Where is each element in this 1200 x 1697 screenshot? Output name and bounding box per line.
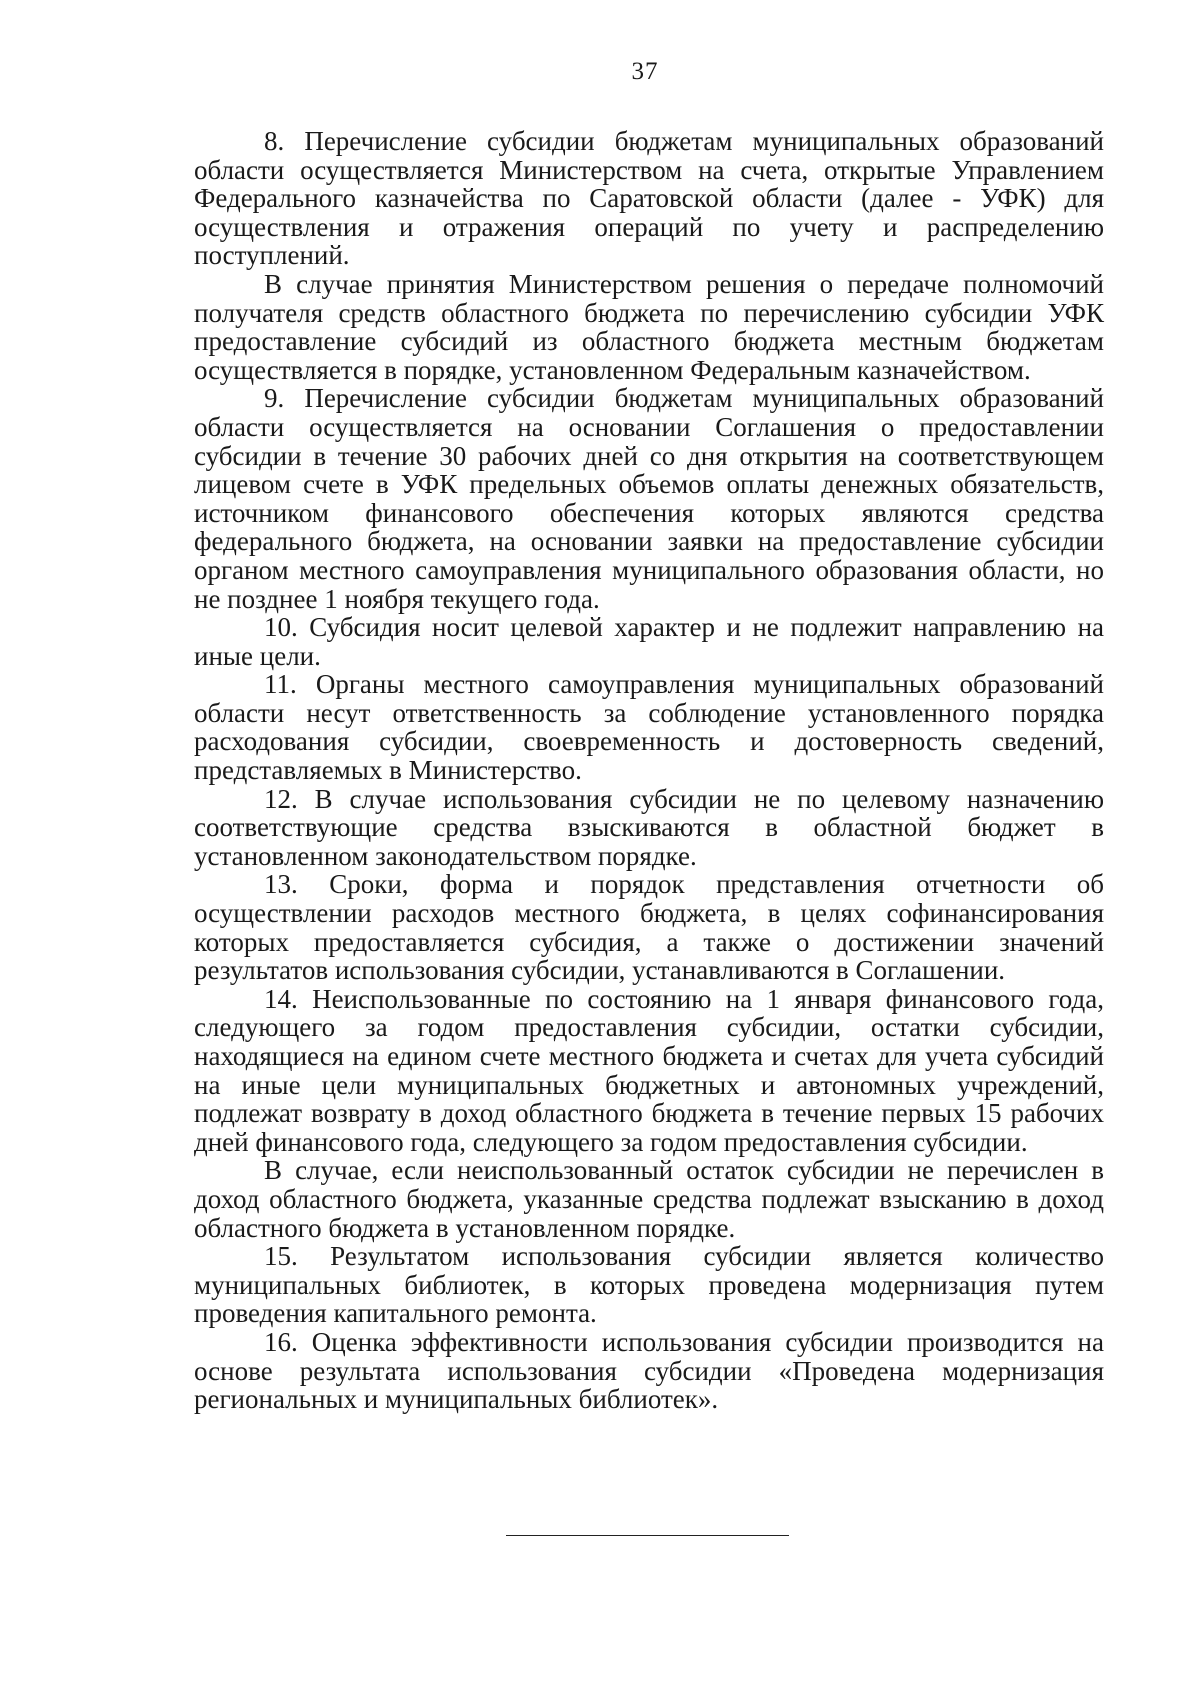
paragraph-12: 12. В случае использования субсидии не по целевому назначению соответствующие средства взыскиваются в областной бюджет в установленном законодательством порядке. — [194, 783, 1104, 871]
paragraph-13: 13. Сроки, форма и порядок представления отчетности об осуществлении расходов местного бюджета, в целях софинансирования которых предоставляется субсидия, а также о достижении значений результатов использования субсидии, устанавливаются в Соглашении. — [194, 869, 1104, 986]
end-of-document-rule — [506, 1535, 789, 1536]
paragraph-14-continued: В случае, если неиспользованный остаток субсидии не перечислен в доход областного бюджета, указанные средства подлежат взысканию в доход областного бюджета в установленном порядке. — [194, 1155, 1104, 1243]
paragraph-8: 8. Перечисление субсидии бюджетам муниципальных образований области осуществляется Министерством на счета, открытые Управлением Федерального казначейства по Саратовской области (далее - УФК) для осуществления и отражения операций по учету и распределению поступлений. — [194, 126, 1104, 271]
paragraph-16: 16. Оценка эффективности использования субсидии производится на основе результата использования субсидии «Проведена модернизация региональных и муниципальных библиотек». — [194, 1326, 1104, 1415]
page-number: 37 — [631, 58, 659, 85]
paragraph-9: 9. Перечисление субсидии бюджетам муниципальных образований области осуществляется на основании Соглашения о предоставлении субсидии в течение 30 рабочих дней со дня открытия на соответствующем лицевом счете в УФК предельных объемов оплаты денежных обязательств, источником финансового обеспечения которых являются средства федерального бюджета, на основании заявки на предоставление субсидии органом местного самоуправления муниципального образования области, но не позднее 1 ноября текущего года. — [194, 383, 1104, 614]
paragraph-11: 11. Органы местного самоуправления муниципальных образований области несут ответственность за соблюдение установленного порядка расходования субсидии, своевременность и достоверность сведений, представляемых в Министерство. — [194, 669, 1104, 786]
paragraph-15: 15. Результатом использования субсидии является количество муниципальных библиотек, в которых проведена модернизация путем проведения капитального ремонта. — [194, 1241, 1104, 1329]
paragraph-14: 14. Неиспользованные по состоянию на 1 января финансового года, следующего за годом предоставления субсидии, остатки субсидии, находящиеся на едином счете местного бюджета и счетах для учета субсидий на иные цели муниципальных бюджетных и автономных учреждений, подлежат возврату в доход областного бюджета в течение первых 15 рабочих дней финансового года, следующего за годом предоставления субсидии. — [194, 983, 1104, 1157]
paragraph-8-continued: В случае принятия Министерством решения о передаче полномочий получателя средств областного бюджета по перечислению субсидии УФК предоставление субсидий из областного бюджета местным бюджетам осуществляется в порядке, установленном Федеральным казначейством. — [194, 268, 1104, 385]
paragraph-10: 10. Субсидия носит целевой характер и не подлежит направлению на иные цели. — [194, 612, 1104, 671]
document-body — [194, 127, 1104, 1414]
